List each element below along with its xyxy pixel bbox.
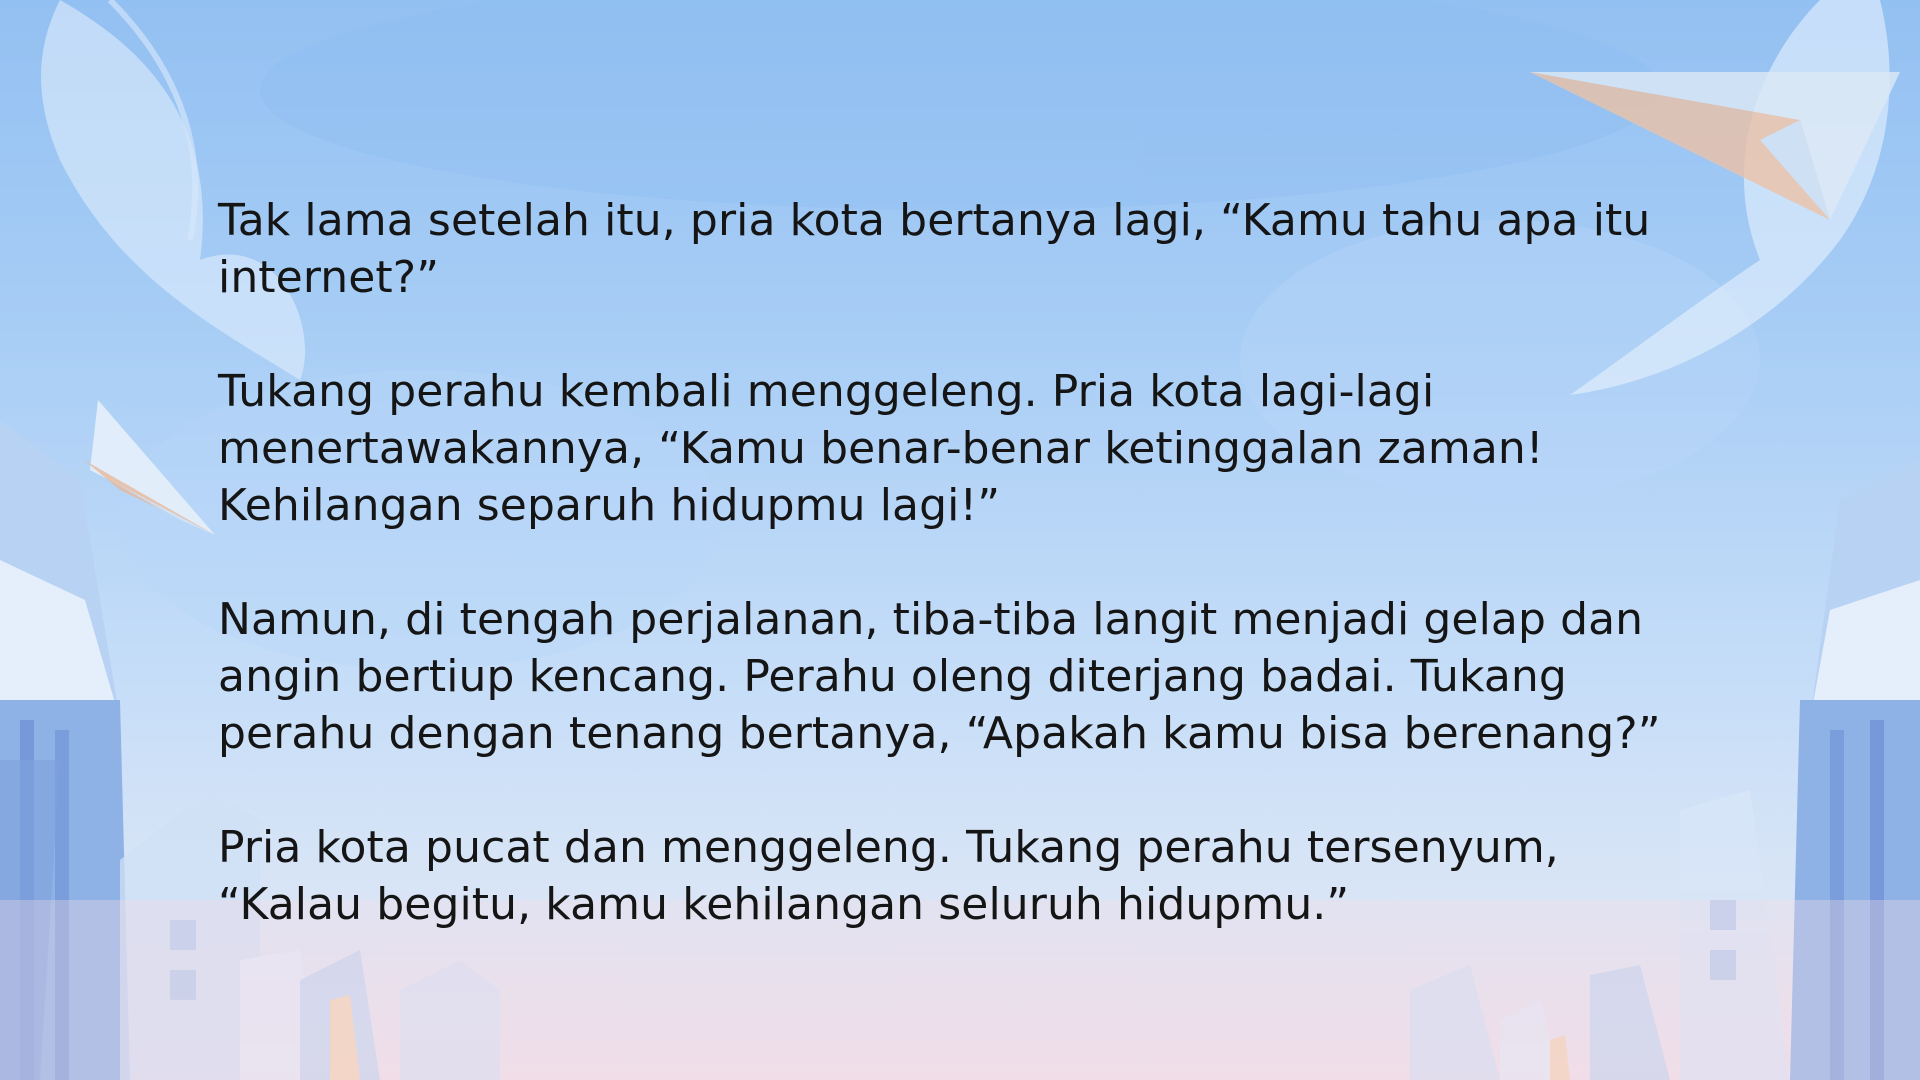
story-paragraph: Pria kota pucat dan menggeleng. Tukang perahu tersenyum, “Kalau begitu, kamu kehilangan seluruh hidupmu.” — [218, 822, 1559, 930]
story-paragraph: Tukang perahu kembali menggeleng. Pria kota lagi-lagi menertawakannya, “Kamu benar-benar ketinggalan zaman! Kehilangan separuh hidupmu lagi!” — [218, 366, 1544, 531]
story-paragraph: Tak lama setelah itu, pria kota bertanya lagi, “Kamu tahu apa itu internet?” — [218, 195, 1651, 303]
story-text — [218, 192, 1698, 990]
story-paragraph: Namun, di tengah perjalanan, tiba-tiba langit menjadi gelap dan angin bertiup kencang. Perahu oleng diterjang badai. Tukang perahu dengan tenang bertanya, “Apakah kamu bisa berenang?” — [218, 594, 1661, 759]
